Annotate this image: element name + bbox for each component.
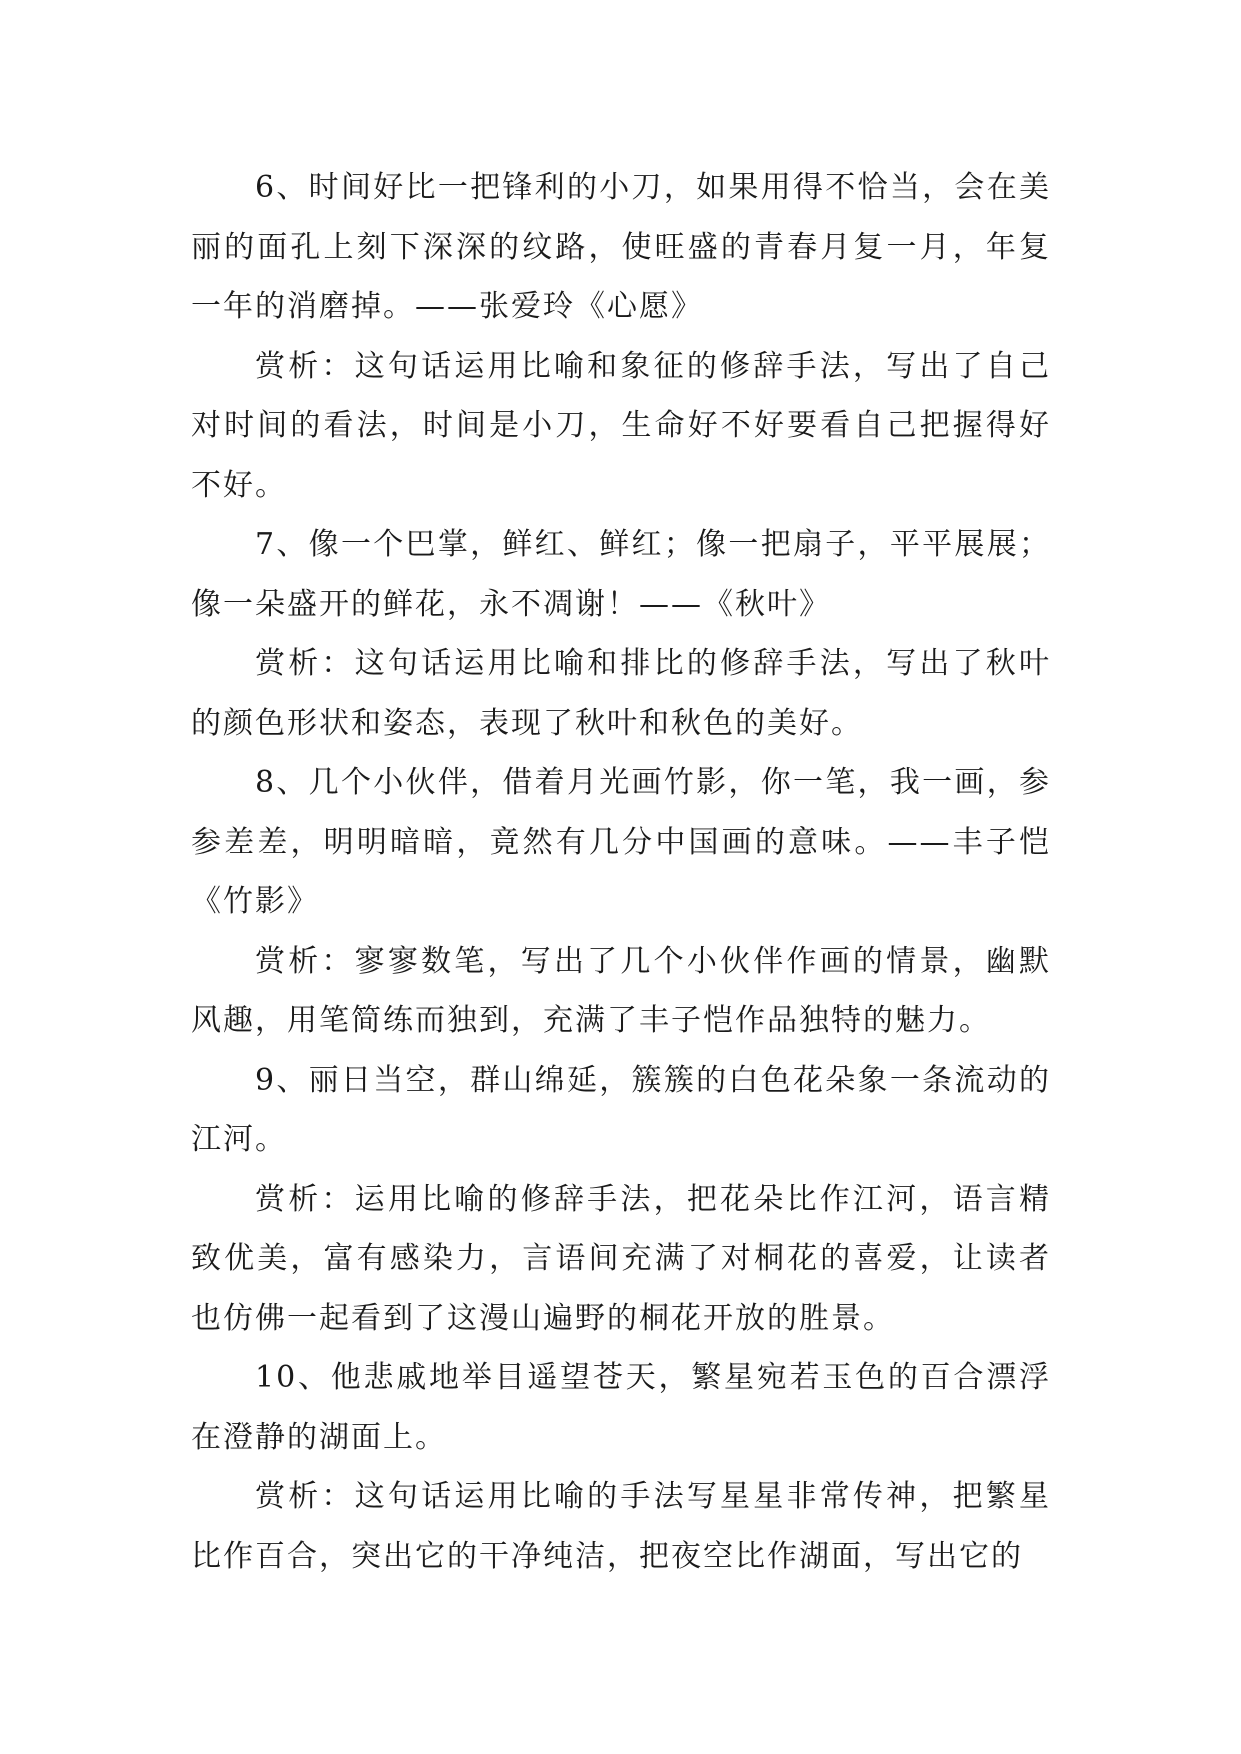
- example-sentence-9: 9、丽日当空，群山绵延，簇簇的白色花朵象一条流动的江河。: [191, 1062, 1051, 1157]
- analysis-8: 赏析：寥寥数笔，写出了几个小伙伴作画的情景，幽默风趣，用笔简练而独到，充满了丰子恺作品独特的魅力。: [191, 943, 1051, 1038]
- document-body: [191, 158, 1051, 1586]
- example-sentence-8: 8、几个小伙伴，借着月光画竹影，你一笔，我一画，参参差差，明明暗暗，竟然有几分中国画的意味。——丰子恺《竹影》: [191, 765, 1051, 919]
- analysis-9: 赏析：运用比喻的修辞手法，把花朵比作江河，语言精致优美，富有感染力，言语间充满了对桐花的喜爱，让读者也仿佛一起看到了这漫山遍野的桐花开放的胜景。: [191, 1181, 1051, 1336]
- analysis-7: 赏析：这句话运用比喻和排比的修辞手法，写出了秋叶的颜色形状和姿态，表现了秋叶和秋色的美好。: [191, 646, 1051, 741]
- example-sentence-6: 6、时间好比一把锋利的小刀，如果用得不恰当，会在美丽的面孔上刻下深深的纹路，使旺盛的青春月复一月，年复一年的消磨掉。——张爱玲《心愿》: [191, 170, 1051, 324]
- analysis-6: 赏析：这句话运用比喻和象征的修辞手法，写出了自己对时间的看法，时间是小刀，生命好不好要看自己把握得好不好。: [191, 348, 1051, 503]
- analysis-10: 赏析：这句话运用比喻的手法写星星非常传神，把繁星比作百合，突出它的干净纯洁，把夜空比作湖面，写出它的: [191, 1479, 1051, 1574]
- example-sentence-10: 10、他悲戚地举目遥望苍天，繁星宛若玉色的百合漂浮在澄静的湖面上。: [191, 1360, 1051, 1455]
- example-sentence-7: 7、像一个巴掌，鲜红、鲜红；像一把扇子，平平展展；像一朵盛开的鲜花，永不凋谢！——《秋叶》: [191, 527, 1051, 622]
